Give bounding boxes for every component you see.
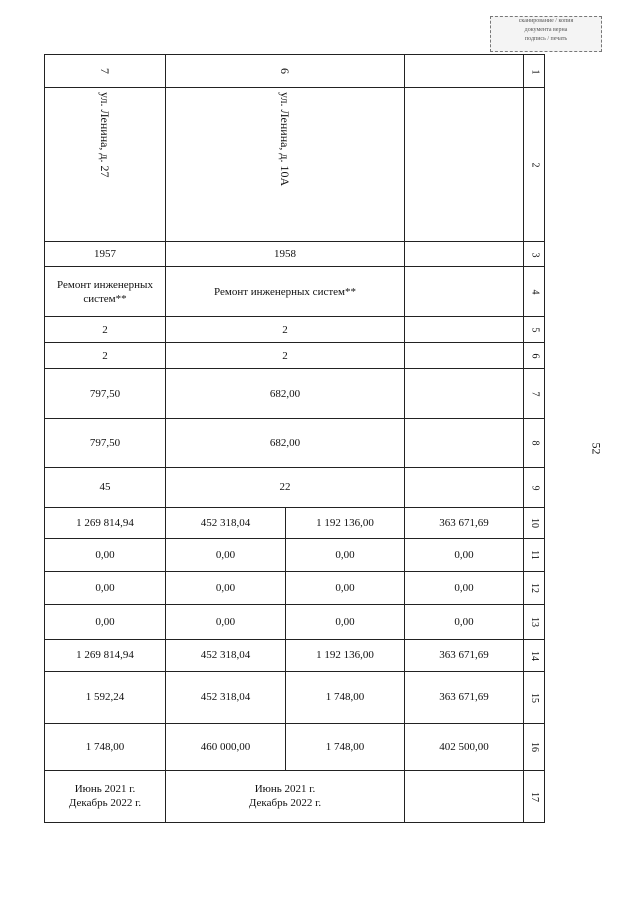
table-cell: 2 xyxy=(45,317,166,343)
row-number: 13 xyxy=(524,604,545,639)
year-cell-middle: 1958 xyxy=(166,242,405,267)
row-number: 1 xyxy=(524,55,545,88)
row-number: 2 xyxy=(524,88,545,242)
table-row xyxy=(45,571,545,604)
table-cell: 2 xyxy=(45,343,166,369)
column-index-middle: 6 xyxy=(166,55,405,88)
table-cell: 0,00 xyxy=(286,538,405,571)
table-row xyxy=(45,55,545,88)
row-number: 17 xyxy=(524,770,545,822)
row-number: 10 xyxy=(524,507,545,538)
table-cell xyxy=(405,467,524,507)
table-row xyxy=(45,671,545,723)
table-row xyxy=(45,419,545,467)
table-cell: 22 xyxy=(166,467,405,507)
certification-stamp xyxy=(490,16,602,52)
table-cell: 0,00 xyxy=(45,571,166,604)
table-cell xyxy=(405,419,524,467)
table-row xyxy=(45,770,545,822)
table-row xyxy=(45,538,545,571)
table-cell: 0,00 xyxy=(166,571,286,604)
table-cell: 0,00 xyxy=(405,571,524,604)
table-cell: 460 000,00 xyxy=(166,723,286,770)
stamp-line: документа верна xyxy=(524,27,568,33)
row-number: 5 xyxy=(524,317,545,343)
table-cell: 0,00 xyxy=(45,538,166,571)
table-cell: 1 192 136,00 xyxy=(286,639,405,671)
table-cell: 1 269 814,94 xyxy=(45,507,166,538)
table-cell: 0,00 xyxy=(166,604,286,639)
table-cell: 797,50 xyxy=(45,369,166,419)
table-row xyxy=(45,267,545,317)
table-cell: 452 318,04 xyxy=(166,671,286,723)
table-cell: 1 748,00 xyxy=(286,671,405,723)
address-cell-left: ул. Ленина, д. 27 xyxy=(45,88,166,242)
table-row xyxy=(45,639,545,671)
table-row xyxy=(45,507,545,538)
table-cell: 1 592,24 xyxy=(45,671,166,723)
row-number: 16 xyxy=(524,723,545,770)
period-cell-middle: Июнь 2021 г. Декабрь 2022 г. xyxy=(166,770,405,822)
table-cell: 2 xyxy=(166,317,405,343)
table-cell: 1 748,00 xyxy=(286,723,405,770)
table-row xyxy=(45,604,545,639)
table-cell: 1 269 814,94 xyxy=(45,639,166,671)
table-cell: 45 xyxy=(45,467,166,507)
row-number: 4 xyxy=(524,267,545,317)
table-cell xyxy=(405,770,524,822)
row-number: 12 xyxy=(524,571,545,604)
table-cell: 452 318,04 xyxy=(166,639,286,671)
work-type-cell-left: Ремонт инженерных систем** xyxy=(45,267,166,317)
table-cell: 0,00 xyxy=(405,604,524,639)
table-row xyxy=(45,343,545,369)
table-cell: 0,00 xyxy=(286,604,405,639)
table-cell xyxy=(405,317,524,343)
table-row xyxy=(45,88,545,242)
table-cell: 0,00 xyxy=(45,604,166,639)
row-number: 3 xyxy=(524,242,545,267)
table-cell xyxy=(405,369,524,419)
table-cell: 2 xyxy=(166,343,405,369)
table-cell: 0,00 xyxy=(166,538,286,571)
table-cell: 797,50 xyxy=(45,419,166,467)
table-cell xyxy=(405,55,524,88)
page-number: 52 xyxy=(589,442,604,455)
stamp-line: подпись / печать xyxy=(524,36,568,42)
table-row xyxy=(45,369,545,419)
table-cell: 1 192 136,00 xyxy=(286,507,405,538)
table-cell xyxy=(405,242,524,267)
row-number: 9 xyxy=(524,467,545,507)
housing-repair-table xyxy=(44,54,545,823)
table-cell: 363 671,69 xyxy=(405,671,524,723)
row-number: 11 xyxy=(524,538,545,571)
table-cell: 682,00 xyxy=(166,419,405,467)
row-number: 8 xyxy=(524,419,545,467)
table-cell: 0,00 xyxy=(286,571,405,604)
stamp-line: сканирование / копия xyxy=(518,18,574,24)
table-cell xyxy=(405,343,524,369)
table-row xyxy=(45,723,545,770)
table-row xyxy=(45,467,545,507)
work-type-cell-middle: Ремонт инженерных систем** xyxy=(166,267,405,317)
row-number: 7 xyxy=(524,369,545,419)
table-cell xyxy=(405,267,524,317)
table-row xyxy=(45,317,545,343)
year-cell-left: 1957 xyxy=(45,242,166,267)
table-cell xyxy=(405,88,524,242)
table-cell: 0,00 xyxy=(405,538,524,571)
table-cell: 363 671,69 xyxy=(405,639,524,671)
row-number: 15 xyxy=(524,671,545,723)
table-row xyxy=(45,242,545,267)
table-cell: 452 318,04 xyxy=(166,507,286,538)
row-number: 14 xyxy=(524,639,545,671)
address-cell-middle: ул. Ленина, д. 10А xyxy=(166,88,405,242)
table-cell: 682,00 xyxy=(166,369,405,419)
column-index-left: 7 xyxy=(45,55,166,88)
table-cell: 1 748,00 xyxy=(45,723,166,770)
row-number: 6 xyxy=(524,343,545,369)
table-cell: 402 500,00 xyxy=(405,723,524,770)
table-cell: 363 671,69 xyxy=(405,507,524,538)
period-cell-left: Июнь 2021 г. Декабрь 2022 г. xyxy=(45,770,166,822)
